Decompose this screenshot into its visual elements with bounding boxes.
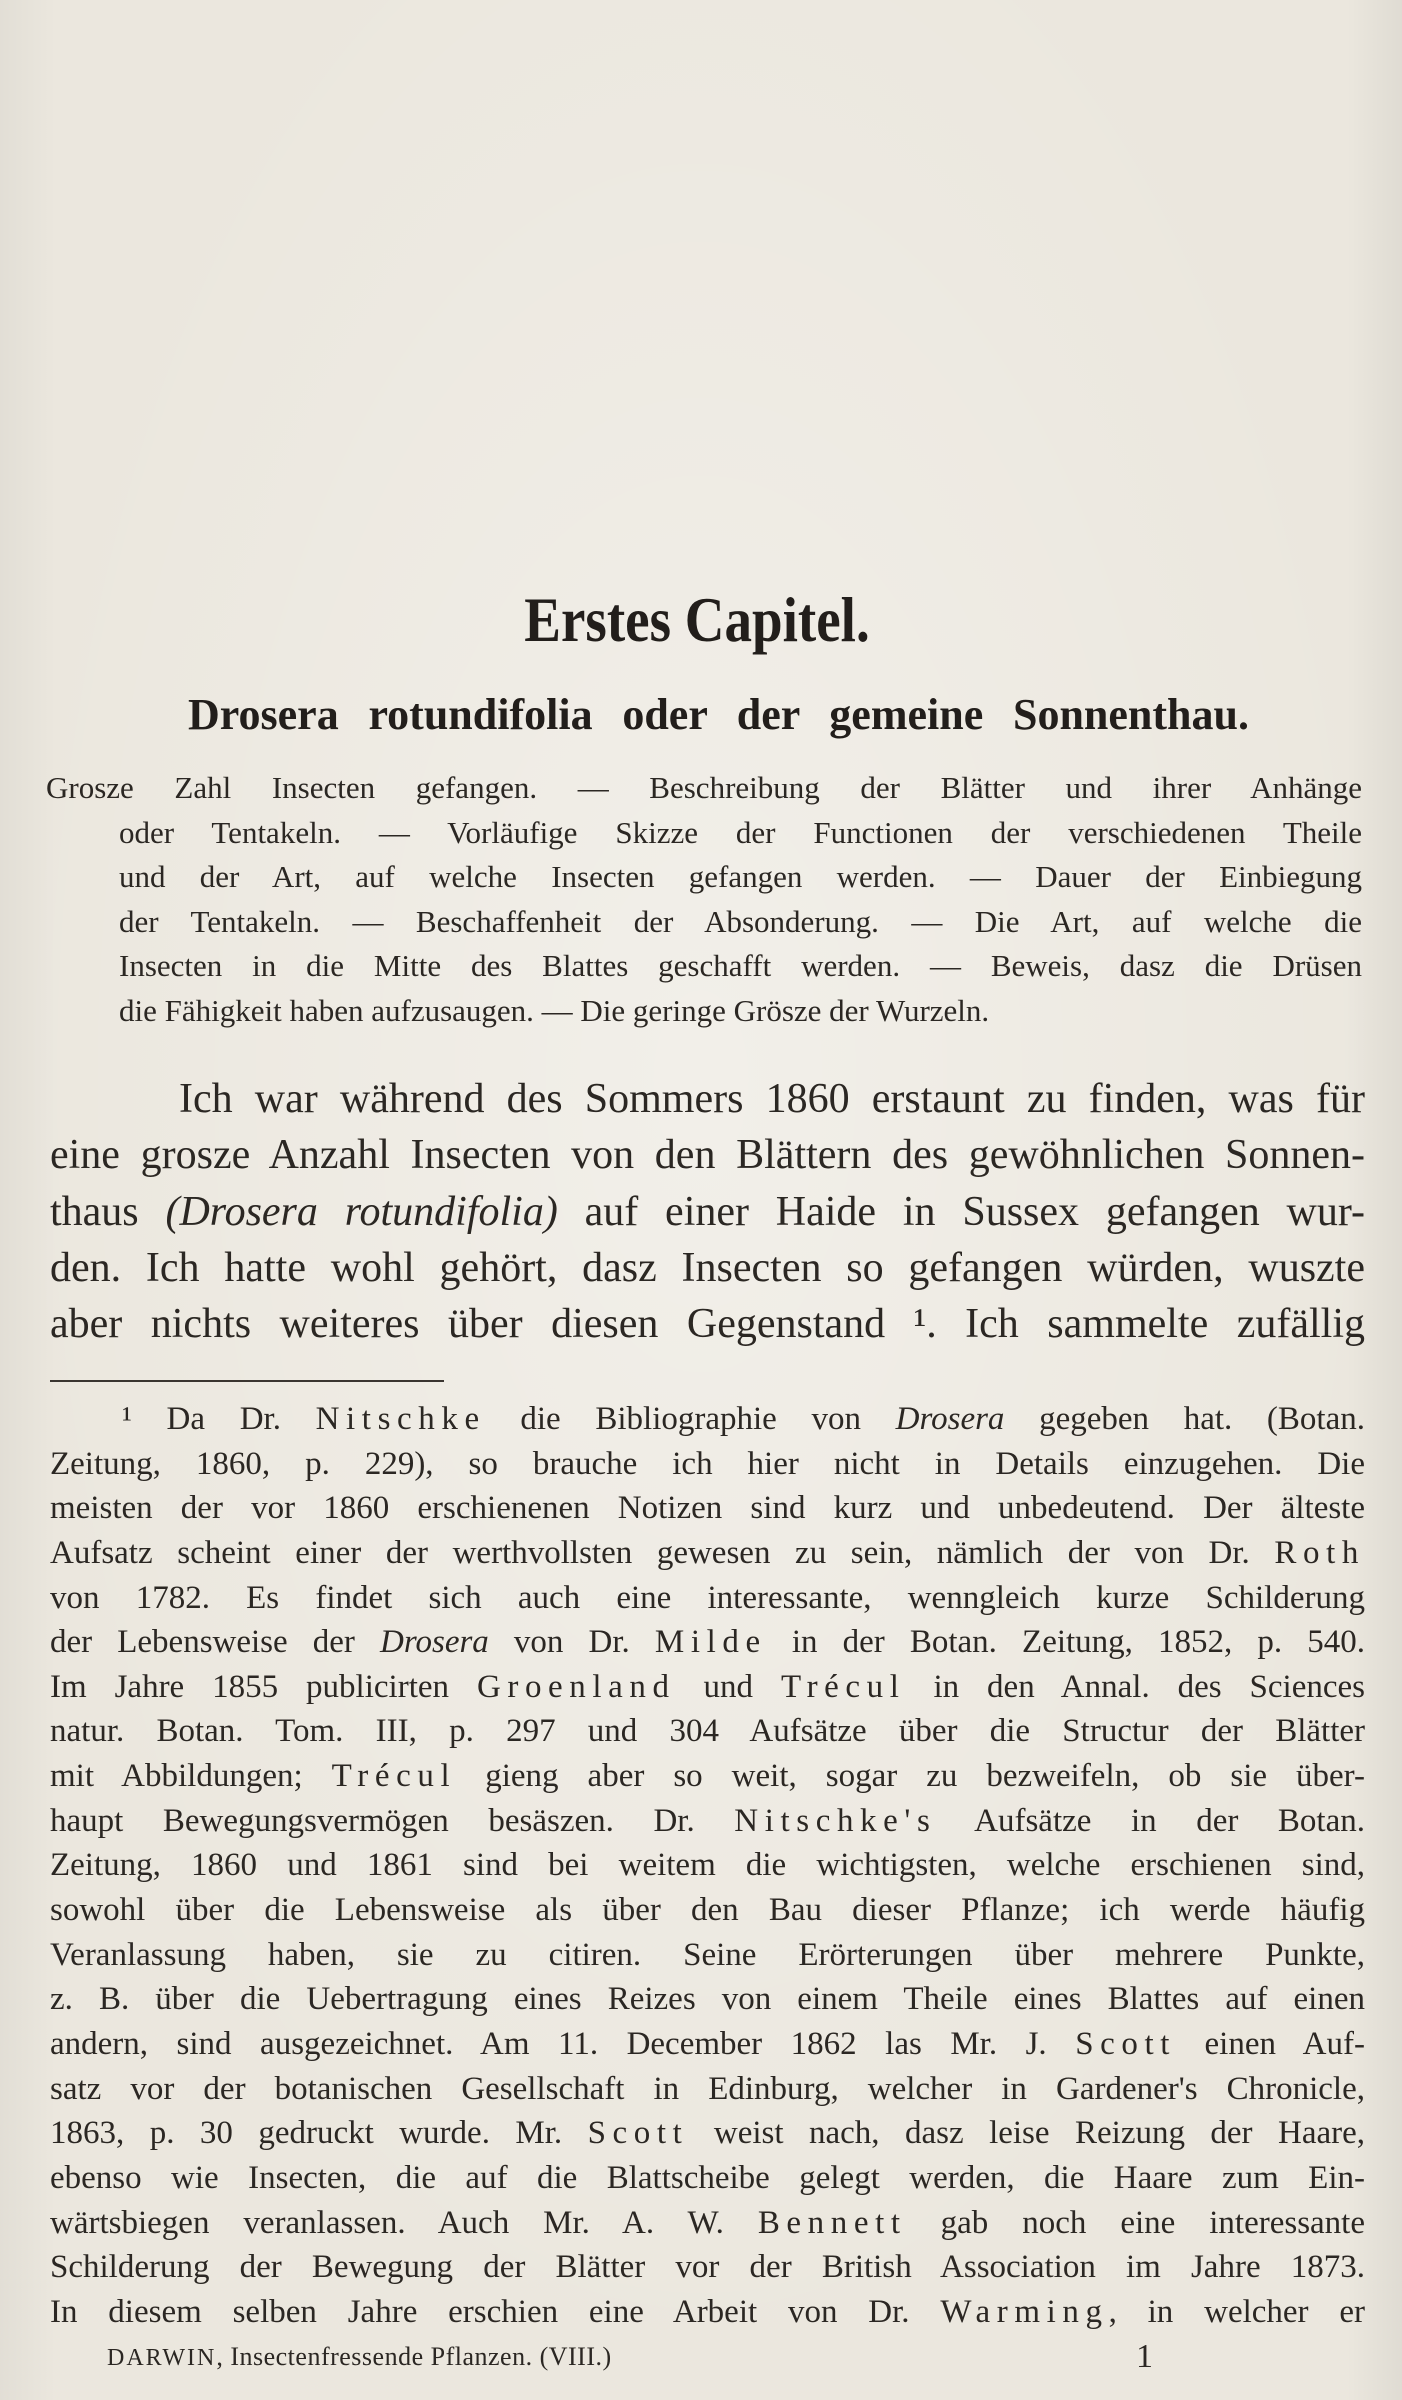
summary-line (46, 811, 1362, 856)
spaced-name: Groenland (476, 1668, 676, 1705)
footnote-line (50, 2245, 1365, 2290)
footnote-line (50, 1576, 1365, 1621)
text-run: gieng aber so weit, sogar zu bezweifeln, ob sie über- (456, 1758, 1365, 1795)
footnote-line (50, 2290, 1365, 2335)
summary-line (46, 989, 1362, 1034)
text-run: satz vor der botanischen Gesellschaft in Edinburg, welcher in Gardener's Chronicle, (50, 2070, 1365, 2107)
text-run: die Fähigkeit haben aufzusaugen. — Die geringe Grösze der Wurzeln. (119, 992, 990, 1028)
footnote (50, 1397, 1365, 2334)
body-line (50, 1296, 1365, 1352)
summary-line (46, 855, 1362, 900)
text-run: 1863, p. 30 gedruckt wurde. Mr. (50, 2115, 588, 2152)
text-run: die Bibliographie von (485, 1401, 896, 1437)
running-footer (107, 2337, 612, 2377)
spaced-name: Trécul (331, 1758, 457, 1795)
text-run: ¹ Da Dr. (122, 1401, 316, 1437)
body-line (50, 1127, 1365, 1183)
text-run: Schilderung der Bewegung der Blätter vor der British Association im Jahre 1873. (50, 2249, 1365, 2286)
text-run: ebenso wie Insecten, die auf die Blattscheibe gelegt werden, die Haare zum Ein- (50, 2159, 1365, 2196)
spaced-name: Nitschke (315, 1401, 486, 1437)
text-run: von 1782. Es findet sich auch eine interessante, wenngleich kurze Schilderung (50, 1579, 1365, 1616)
footnote-line (50, 2156, 1365, 2201)
text-run: Im Jahre 1855 publicirten (50, 1668, 477, 1705)
text-run: Zeitung, 1860 und 1861 sind bei weitem die wichtigsten, welche erschienen sind, (50, 1847, 1365, 1884)
text-run: andern, sind ausgezeichnet. Am 11. December 1862 las Mr. J. (50, 2025, 1076, 2062)
text-run: und (675, 1668, 781, 1705)
chapter-subtitle: Drosera rotundifolia oder der gemeine Sonnenthau. (188, 690, 1249, 739)
text-run: , in welcher er (1108, 2293, 1365, 2330)
text-run: der Tentakeln. — Beschaffenheit der Absonderung. — Die Art, auf welche die (119, 903, 1362, 939)
footnote-line (50, 1620, 1365, 1665)
text-run: der Lebensweise der (50, 1624, 381, 1661)
text-run: von Dr. (488, 1624, 655, 1661)
footnote-divider (50, 1380, 444, 1382)
spaced-name: Trécul (780, 1668, 906, 1705)
footnote-line (50, 1933, 1365, 1978)
spaced-name: Warming (940, 2293, 1109, 2330)
spaced-name: Bennett (757, 2204, 907, 2241)
body-line (50, 1240, 1365, 1296)
text-run: Ich war während des Sommers 1860 erstaunt zu finden, was für (179, 1076, 1365, 1122)
page-number: 1 (1136, 2338, 1153, 2375)
footnote-line (50, 1799, 1365, 1844)
chapter-title: Erstes Capitel. (524, 584, 870, 655)
footnote-line (50, 1665, 1365, 1710)
footnote-line (50, 2201, 1365, 2246)
text-run: gegeben hat. (Botan. (1004, 1401, 1365, 1437)
footnote-line (50, 2111, 1365, 2156)
text-run: in der Botan. Zeitung, 1852, p. 540. (766, 1624, 1365, 1661)
chapter-summary (46, 766, 1362, 1033)
text-run: sowohl über die Lebensweise als über den Bau dieser Pflanze; ich werde häufig (50, 1892, 1365, 1929)
footer-author: DARWIN (107, 2345, 217, 2371)
text-run: einen Auf- (1176, 2025, 1365, 2062)
footnote-line (50, 1397, 1365, 1442)
text-run: in den Annal. des Sciences (905, 1668, 1365, 1705)
text-run: meisten der vor 1860 erschienenen Notizen sind kurz und unbedeutend. Der älteste (50, 1490, 1365, 1527)
spaced-name: Scott (1075, 2025, 1177, 2062)
text-run: weist nach, dasz leise Reizung der Haare, (688, 2115, 1365, 2152)
summary-line (46, 944, 1362, 989)
footnote-line (50, 1843, 1365, 1888)
body-paragraph (50, 1071, 1365, 1352)
text-run: eine grosze Anzahl Insecten von den Blättern des gewöhnlichen Sonnen- (50, 1132, 1365, 1179)
footnote-line (50, 2022, 1365, 2067)
footnote-line (50, 1754, 1365, 1799)
text-run: den. Ich hatte wohl gehört, dasz Insecten so gefangen würden, wuszte (50, 1244, 1365, 1291)
footnote-line (50, 1977, 1365, 2022)
footnote-line (50, 1888, 1365, 1933)
body-line (50, 1184, 1365, 1240)
text-run: mit Abbildungen; (50, 1758, 332, 1795)
text-run: Zeitung, 1860, p. 229), so brauche ich hier nicht in Details einzugehen. Die (50, 1445, 1365, 1482)
footnote-line (50, 1442, 1365, 1487)
text-run: haupt Bewegungsvermögen besäszen. Dr. (50, 1802, 735, 1839)
text-run: und der Art, auf welche Insecten gefangen werden. — Dauer der Einbiegung (119, 859, 1362, 894)
text-run: Aufsatz scheint einer der werthvollsten gewesen zu sein, nämlich der von Dr. (50, 1534, 1275, 1571)
body-line (50, 1071, 1365, 1127)
spaced-name: Scott (587, 2115, 689, 2152)
text-run: thaus (50, 1188, 166, 1235)
spaced-name: Milde (654, 1624, 767, 1661)
footnote-line (50, 2067, 1365, 2112)
text-run: In diesem selben Jahre erschien eine Arbeit von Dr. (50, 2293, 941, 2330)
text-run: gab noch eine interessante (906, 2204, 1365, 2241)
text-run: wärtsbiegen veranlassen. Auch Mr. A. W. (50, 2204, 758, 2241)
text-run: Aufsätze in der Botan. (936, 1802, 1365, 1839)
text-run: auf einer Haide in Sussex gefangen wur- (557, 1188, 1365, 1235)
summary-line (46, 900, 1362, 945)
text-run: Veranlassung haben, sie zu citiren. Seine Erörterungen über mehrere Punkte, (50, 1936, 1365, 1973)
italic-text: Drosera (380, 1624, 489, 1661)
spaced-name: Nitschke's (734, 1802, 937, 1839)
footer-book-title: , Insectenfressende Pflanzen. (VIII.) (216, 2342, 612, 2371)
text-run: Insecten in die Mitte des Blattes geschafft werden. — Beweis, dasz die Drüsen (119, 948, 1362, 983)
summary-line (46, 766, 1362, 811)
italic-text: Drosera (895, 1401, 1005, 1437)
text-run: oder Tentakeln. — Vorläufige Skizze der Functionen der verschiedenen Theile (119, 814, 1362, 850)
text-run: Grosze Zahl Insecten gefangen. — Beschreibung der Blätter und ihrer Anhänge (46, 770, 1362, 805)
text-run: natur. Botan. Tom. III, p. 297 und 304 Aufsätze über die Structur der Blätter (50, 1713, 1365, 1750)
footnote-line (50, 1709, 1365, 1754)
footnote-line (50, 1531, 1365, 1576)
spaced-name: Roth (1274, 1534, 1365, 1571)
text-run: aber nichts weiteres über diesen Gegenstand ¹. Ich sammelte zufällig (50, 1301, 1365, 1348)
footnote-line (50, 1486, 1365, 1531)
italic-text: (Drosera rotundifolia) (165, 1188, 558, 1235)
text-run: z. B. über die Uebertragung eines Reizes von einem Theile eines Blattes auf einen (50, 1981, 1365, 2018)
